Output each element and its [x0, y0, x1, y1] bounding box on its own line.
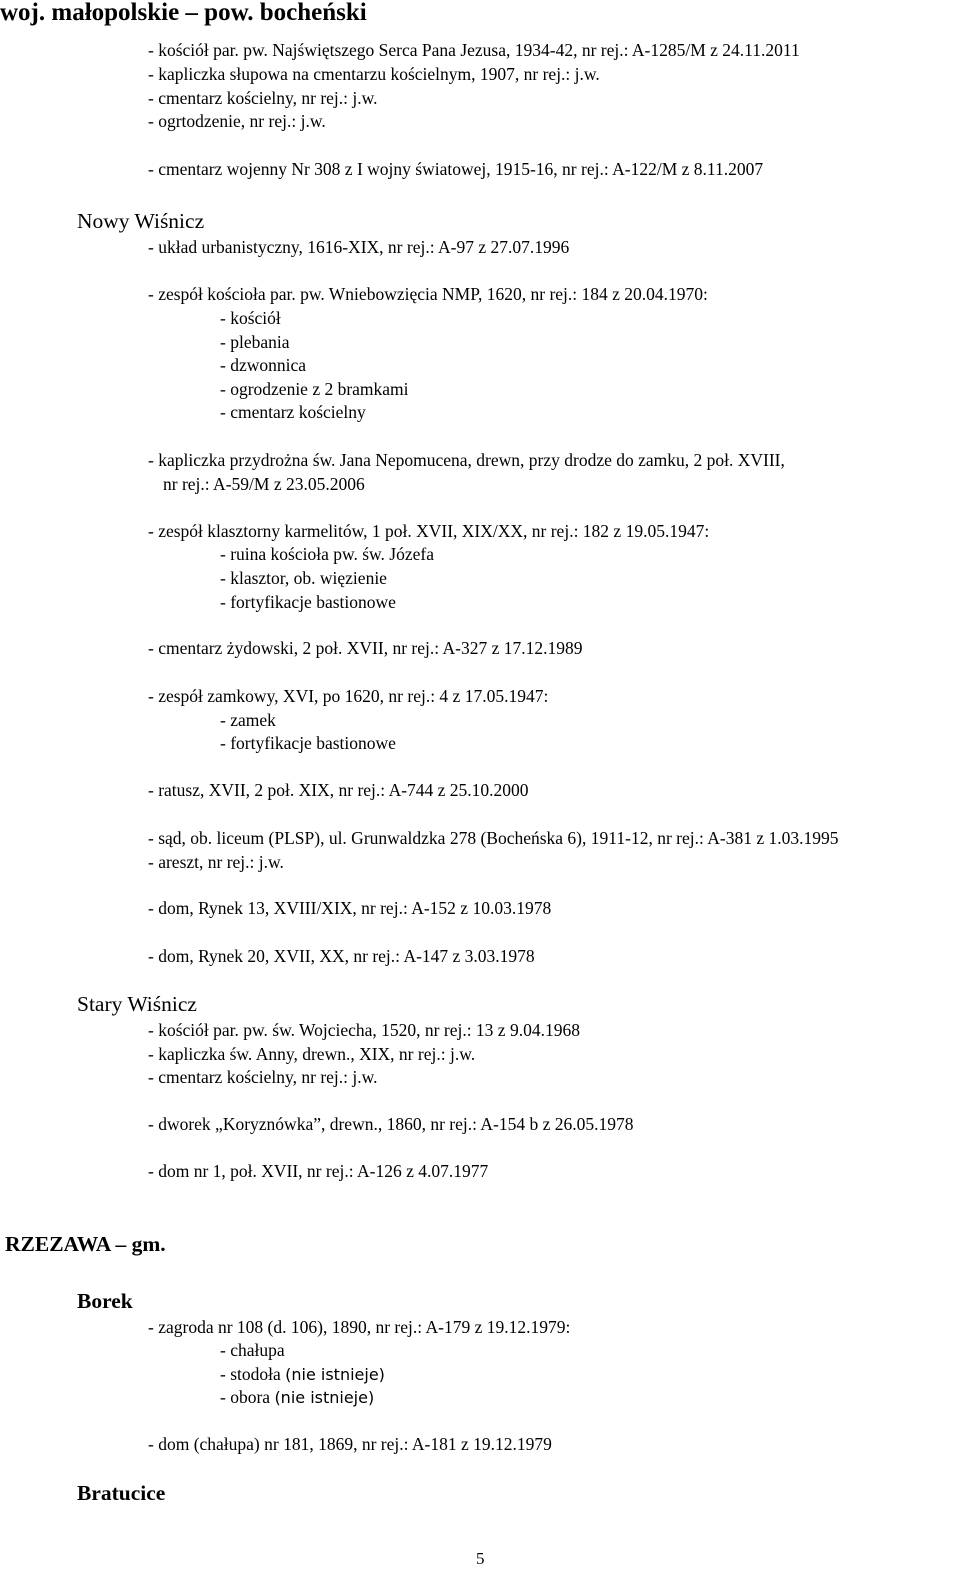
item-name: - obora [220, 1387, 271, 1407]
list-item: - ogrtodzenie, nr rej.: j.w. [148, 111, 326, 131]
list-item: - fortyfikacje bastionowe [220, 592, 396, 612]
list-item: - cmentarz wojenny Nr 308 z I wojny światowej, 1915-16, nr rej.: A-122/M z 8.11.2007 [148, 159, 764, 179]
list-item: - ogrodzenie z 2 bramkami [220, 379, 409, 399]
place-heading: Borek [77, 1289, 133, 1313]
list-item: - kościół par. pw. Najświętszego Serca Pana Jezusa, 1934-42, nr rej.: A-1285/M z 24.11.2011 [148, 40, 800, 60]
list-item: - chałupa [220, 1340, 285, 1360]
gmina-heading: RZEZAWA – gm. [5, 1232, 166, 1256]
list-item: - kapliczka św. Anny, drewn., XIX, nr rej.: j.w. [148, 1044, 476, 1064]
list-item: - cmentarz kościelny, nr rej.: j.w. [148, 1067, 378, 1087]
list-item: - cmentarz kościelny, nr rej.: j.w. [148, 88, 378, 108]
place-heading: Nowy Wiśnicz [77, 209, 205, 233]
list-item: - dworek „Koryznówka”, drewn., 1860, nr rej.: A-154 b z 26.05.1978 [148, 1114, 634, 1134]
list-item: - kościół par. pw. św. Wojciecha, 1520, nr rej.: 13 z 9.04.1968 [148, 1020, 580, 1040]
list-item: - kościół [220, 308, 281, 328]
page-number: 5 [476, 1549, 485, 1568]
list-item: - klasztor, ob. więzienie [220, 568, 387, 588]
page-title: woj. małopolskie – pow. bocheński [0, 0, 367, 26]
list-item: - sąd, ob. liceum (PLSP), ul. Grunwaldzka 278 (Bocheńska 6), 1911-12, nr rej.: A-381 z 1.03.1995 [148, 828, 839, 848]
list-item: - dom nr 1, poł. XVII, nr rej.: A-126 z 4.07.1977 [148, 1161, 489, 1181]
place-heading: Stary Wiśnicz [77, 992, 197, 1016]
place-heading: Bratucice [77, 1481, 166, 1505]
list-item: - dom (chałupa) nr 181, 1869, nr rej.: A-181 z 19.12.1979 [148, 1434, 552, 1454]
list-item: - cmentarz żydowski, 2 poł. XVII, nr rej.: A-327 z 17.12.1989 [148, 638, 583, 658]
list-item: - fortyfikacje bastionowe [220, 733, 396, 753]
list-item: - zespół kościoła par. pw. Wniebowzięcia NMP, 1620, nr rej.: 184 z 20.04.1970: [148, 284, 708, 304]
list-item: - kapliczka słupowa na cmentarzu kościelnym, 1907, nr rej.: j.w. [148, 64, 600, 84]
list-item: - zamek [220, 710, 276, 730]
list-item: - zespół zamkowy, XVI, po 1620, nr rej.: 4 z 17.05.1947: [148, 686, 549, 706]
item-name: - stodoła [220, 1364, 281, 1384]
list-item: - kapliczka przydrożna św. Jana Nepomucena, drewn, przy drodze do zamku, 2 poł. XVIII, [148, 450, 785, 470]
list-item: - dzwonnica [220, 355, 307, 375]
list-item: - ruina kościoła pw. św. Józefa [220, 544, 434, 564]
list-item: - cmentarz kościelny [220, 402, 366, 422]
list-item: - dom, Rynek 20, XVII, XX, nr rej.: A-147 z 3.03.1978 [148, 946, 535, 966]
list-item: - ratusz, XVII, 2 poł. XIX, nr rej.: A-744 z 25.10.2000 [148, 780, 529, 800]
list-item [220, 1387, 374, 1408]
list-item: - zespół klasztorny karmelitów, 1 poł. XVII, XIX/XX, nr rej.: 182 z 19.05.1947: [148, 521, 710, 541]
list-item: - układ urbanistyczny, 1616-XIX, nr rej.: A-97 z 27.07.1996 [148, 237, 570, 257]
list-item: - areszt, nr rej.: j.w. [148, 852, 284, 872]
item-note: (nie istnieje) [274, 1388, 375, 1407]
item-note: (nie istnieje) [285, 1365, 385, 1384]
list-item: - dom, Rynek 13, XVIII/XIX, nr rej.: A-152 z 10.03.1978 [148, 898, 552, 918]
list-item: nr rej.: A-59/M z 23.05.2006 [163, 474, 365, 494]
list-item: - zagroda nr 108 (d. 106), 1890, nr rej.: A-179 z 19.12.1979: [148, 1317, 571, 1337]
list-item: - plebania [220, 332, 290, 352]
list-item [220, 1364, 385, 1385]
